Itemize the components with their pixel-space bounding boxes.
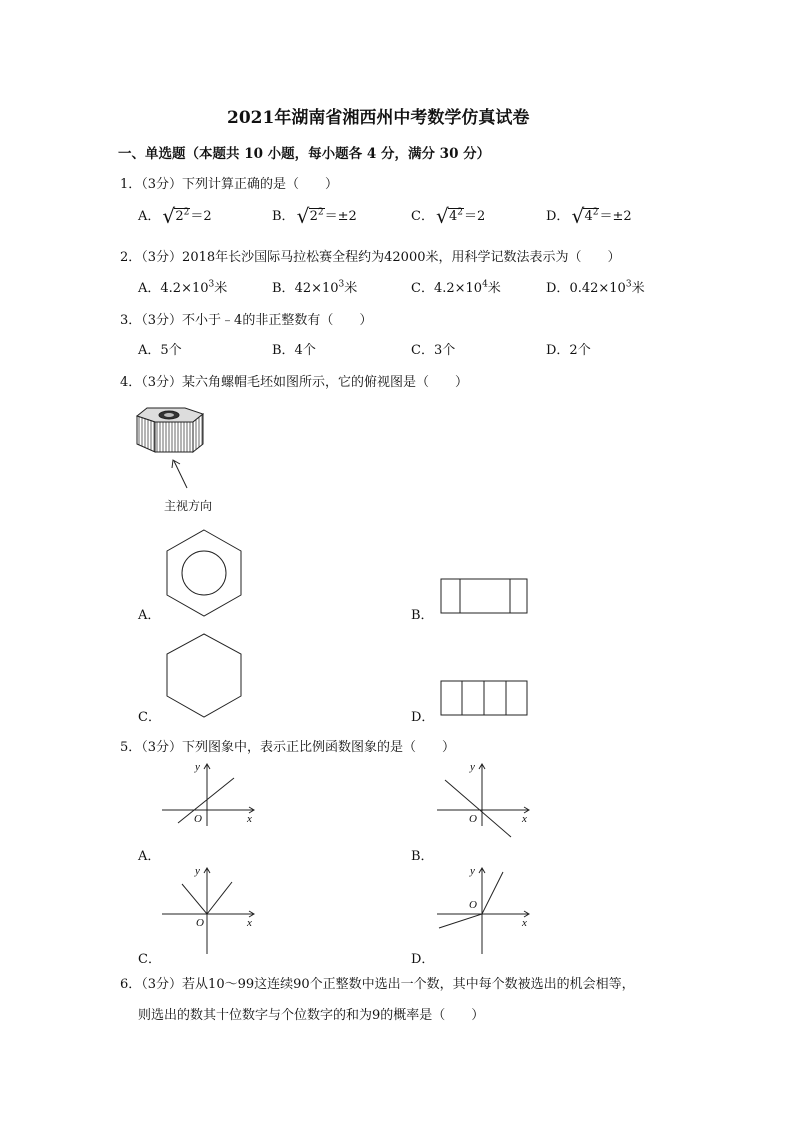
option-rest: ＝2	[190, 209, 212, 224]
question-5-stem: 5．（3分）下列图象中，表示正比例函数图象的是（ ）	[120, 740, 456, 755]
option-base: 0.42×10	[569, 281, 626, 296]
exponent: 3	[208, 279, 215, 290]
section-heading: 一、单选题（本题共 10 小题，每小题各 4 分，满分 30 分）	[118, 146, 491, 162]
q5-graph-c[interactable]	[160, 862, 260, 957]
x-axis-label: x	[522, 813, 527, 825]
option-rest: ＝±2	[324, 209, 357, 224]
question-6-stem-line1: 6．（3分）若从10～99这连续90个正整数中选出一个数，其中每个数被选出的机会相等，	[120, 977, 635, 992]
option-letter: C．	[411, 281, 434, 296]
question-3-stem: 3．（3分）不小于﹣4的非正整数有（ ）	[120, 313, 373, 328]
option-letter: A．	[138, 209, 161, 224]
option-unit: 米	[214, 281, 228, 296]
hex-nut-figure	[135, 404, 210, 456]
q4-option-c-figure[interactable]	[165, 632, 243, 720]
x-axis-label: x	[522, 917, 527, 929]
q1-option-b[interactable]	[272, 204, 357, 228]
q1-option-d[interactable]	[546, 204, 632, 228]
q1-option-a[interactable]	[138, 204, 212, 228]
q5-option-a-letter: A．	[138, 849, 161, 864]
sqrt-expression: √ $2^2$	[296, 204, 324, 228]
exponent: 4	[482, 279, 488, 290]
q5-graph-b[interactable]	[435, 758, 535, 840]
q5-graph-d[interactable]	[435, 862, 535, 957]
y-axis-label: y	[195, 865, 200, 877]
q5-graph-a[interactable]	[160, 758, 260, 830]
option-letter: D．	[546, 209, 570, 224]
sqrt-expression: √ $4^2$	[571, 204, 599, 228]
q4-option-b-letter: B．	[411, 608, 434, 623]
q4-option-b-figure[interactable]	[440, 578, 530, 616]
sqrt-expression: √ $2^2$	[162, 204, 190, 228]
radicand: 2	[309, 209, 318, 224]
q5-option-b-letter: B．	[411, 849, 434, 864]
option-base: 4.2×10	[160, 281, 209, 296]
exponent: 2	[317, 207, 324, 218]
q2-option-a[interactable]	[138, 280, 227, 298]
option-letter: C．	[411, 209, 434, 224]
q2-option-c[interactable]	[411, 280, 501, 298]
question-1-stem: 1．（3分）下列计算正确的是（ ）	[120, 177, 339, 192]
q2-option-b[interactable]	[272, 280, 357, 298]
exponent: 3	[625, 279, 632, 290]
option-base: 42×10	[294, 281, 339, 296]
origin-label: O	[194, 813, 202, 825]
q2-option-d[interactable]	[546, 280, 645, 298]
y-axis-label: y	[195, 761, 200, 773]
radicand: 4	[584, 209, 593, 224]
option-rest: ＝2	[463, 209, 486, 224]
y-axis-label: y	[470, 865, 475, 877]
exponent: 2	[592, 207, 599, 218]
page-title: 2021年湖南省湘西州中考数学仿真试卷	[227, 108, 530, 128]
option-base: 4.2×10	[433, 281, 483, 296]
option-letter: B．	[272, 209, 295, 224]
view-direction-arrow	[170, 458, 190, 490]
x-axis-label: x	[247, 917, 252, 929]
exponent: 2	[183, 207, 190, 218]
option-letter: B．	[272, 281, 295, 296]
option-letter: A．	[138, 281, 161, 296]
option-unit: 米	[344, 281, 358, 296]
q3-option-a[interactable]: A．5个	[138, 343, 182, 358]
q4-option-d-letter: D．	[411, 710, 435, 725]
exponent: 2	[457, 207, 463, 218]
q3-option-b[interactable]: B．4个	[272, 343, 316, 358]
q4-option-d-figure[interactable]	[440, 680, 530, 718]
exponent: 3	[338, 279, 345, 290]
q4-option-a-letter: A．	[138, 608, 161, 623]
q5-option-c-letter: C．	[138, 952, 161, 967]
q4-option-c-letter: C．	[138, 710, 161, 725]
question-2-stem: 2．（3分）2018年长沙国际马拉松赛全程约为42000米，用科学记数法表示为（ ）	[120, 250, 621, 265]
q3-option-d[interactable]: D．2个	[546, 343, 591, 358]
y-axis-label: y	[470, 761, 475, 773]
radicand: 4	[448, 209, 458, 224]
x-axis-label: x	[247, 813, 252, 825]
option-rest: ＝±2	[599, 209, 632, 224]
question-4-stem: 4．（3分）某六角螺帽毛坯如图所示，它的俯视图是（ ）	[120, 375, 469, 390]
q3-option-c[interactable]: C．3个	[411, 343, 456, 358]
origin-label: O	[196, 917, 204, 929]
view-direction-caption: 主视方向	[164, 499, 213, 513]
question-6-stem-line2: 则选出的数其十位数字与个位数字的和为9的概率是（ ）	[138, 1008, 485, 1023]
q5-option-d-letter: D．	[411, 952, 435, 967]
radicand: 2	[175, 209, 184, 224]
option-letter: D．	[546, 281, 570, 296]
option-unit: 米	[631, 281, 645, 296]
origin-label: O	[469, 813, 477, 825]
q1-option-c[interactable]	[411, 204, 486, 228]
option-unit: 米	[487, 281, 501, 296]
sqrt-expression: √ $4^2$	[435, 204, 463, 228]
origin-label: O	[469, 899, 477, 911]
q4-option-a-figure[interactable]	[165, 528, 243, 618]
